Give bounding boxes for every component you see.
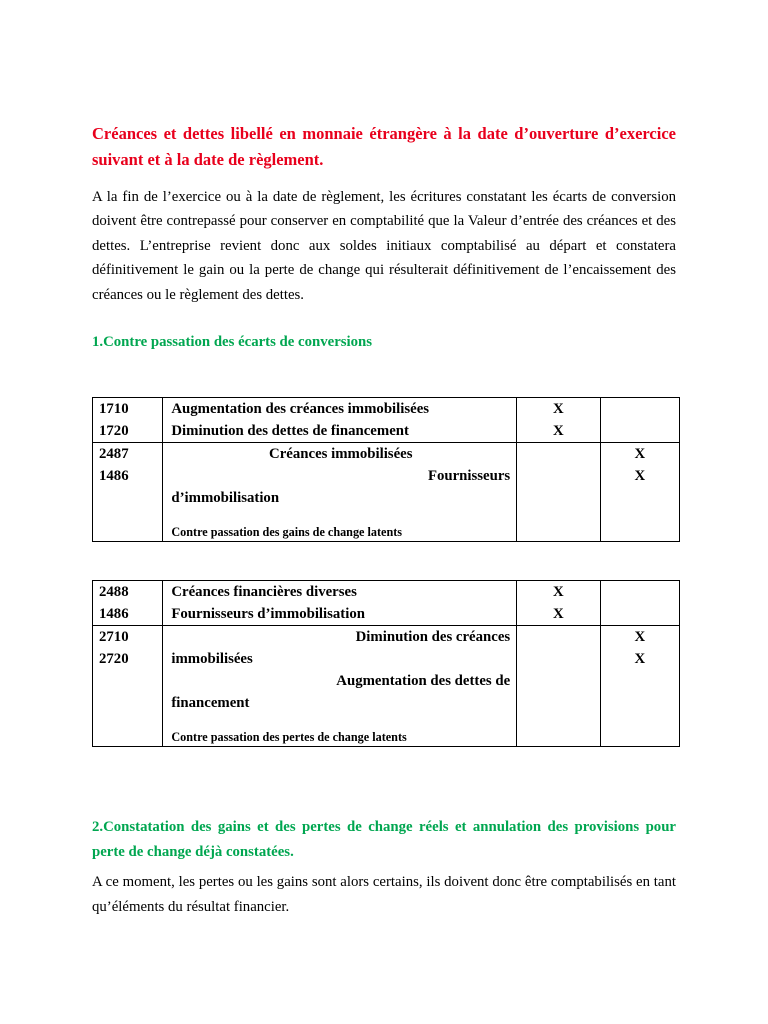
account-code: 2487 [99,446,129,462]
account-code: 1486 [99,606,129,622]
debit-cell [517,398,600,443]
account-label: Diminution des créances [355,629,511,645]
account-labels-cell [163,443,517,542]
credit-mark: X [634,629,646,645]
account-code: 2710 [99,629,129,645]
account-label: Diminution des dettes de financement [171,423,409,439]
debit-mark: X [553,584,564,600]
credit-mark: X [634,468,646,484]
entry-note: Contre passation des pertes de change latents [171,730,407,744]
entry-note: Contre passation des gains de change latents [171,525,403,539]
table-row [93,626,680,747]
account-code: 2488 [99,584,129,600]
account-codes-cell [93,581,163,626]
credit-mark: X [634,651,646,667]
account-label: Fournisseurs d’immobilisation [171,606,365,622]
account-label: immobilisées [171,651,253,667]
section-heading-1: 1.Contre passation des écarts de conversions [92,334,373,350]
account-codes-cell [93,398,163,443]
section-heading-2: 2.Constatation des gains et des pertes de change réels et annulation des provisions pour perte de change déjà constatées. [92,819,676,860]
account-labels-cell [163,398,517,443]
account-codes-cell [93,443,163,542]
credit-mark: X [634,446,646,462]
account-code: 1486 [99,468,129,484]
account-label: Créances immobilisées [269,446,413,462]
table-row [93,398,680,443]
account-label: financement [171,695,250,711]
debit-cell [517,581,600,626]
intro-paragraph: A la fin de l’exercice ou à la date de règlement, les écritures constatant les écarts de conversion doivent être contrepassé pour conserver en comptabilité que la Valeur d’entrée des créances et des dettes. L’entreprise revient donc aux soldes initiaux comptabilisé au départ et constatera définitivement le gain ou la perte de change qui résulterait définitivement de l’encaissement des créances ou le règlement des dettes. [92,189,676,303]
document-title: Créances et dettes libellé en monnaie étrangère à la date d’ouverture d’exercice suivant et à la date de règlement. [92,124,676,169]
account-labels-cell [163,626,517,747]
account-label: Créances financières diverses [171,584,357,600]
table-row [93,581,680,626]
credit-cell [600,443,679,542]
debit-mark: X [553,606,564,622]
account-label: Augmentation des créances immobilisées [171,401,430,417]
closing-paragraph: A ce moment, les pertes ou les gains sont alors certains, ils doivent donc être comptabilisés en tant qu’éléments du résultat financier. [92,874,676,915]
account-label: d’immobilisation [171,490,280,506]
credit-cell [600,398,679,443]
account-label: Fournisseurs [427,468,511,484]
account-code: 1720 [99,423,129,439]
account-codes-cell [93,626,163,747]
debit-mark: X [553,423,564,439]
account-labels-cell [163,581,517,626]
credit-cell [600,581,679,626]
account-label: Augmentation des dettes de [336,673,511,689]
credit-cell [600,626,679,747]
account-code: 1710 [99,401,129,417]
journal-entry-table-2 [92,580,680,747]
debit-cell [517,626,600,747]
debit-cell [517,443,600,542]
table-row [93,443,680,542]
account-code: 2720 [99,651,129,667]
journal-entry-table-1 [92,397,680,542]
debit-mark: X [553,401,564,417]
